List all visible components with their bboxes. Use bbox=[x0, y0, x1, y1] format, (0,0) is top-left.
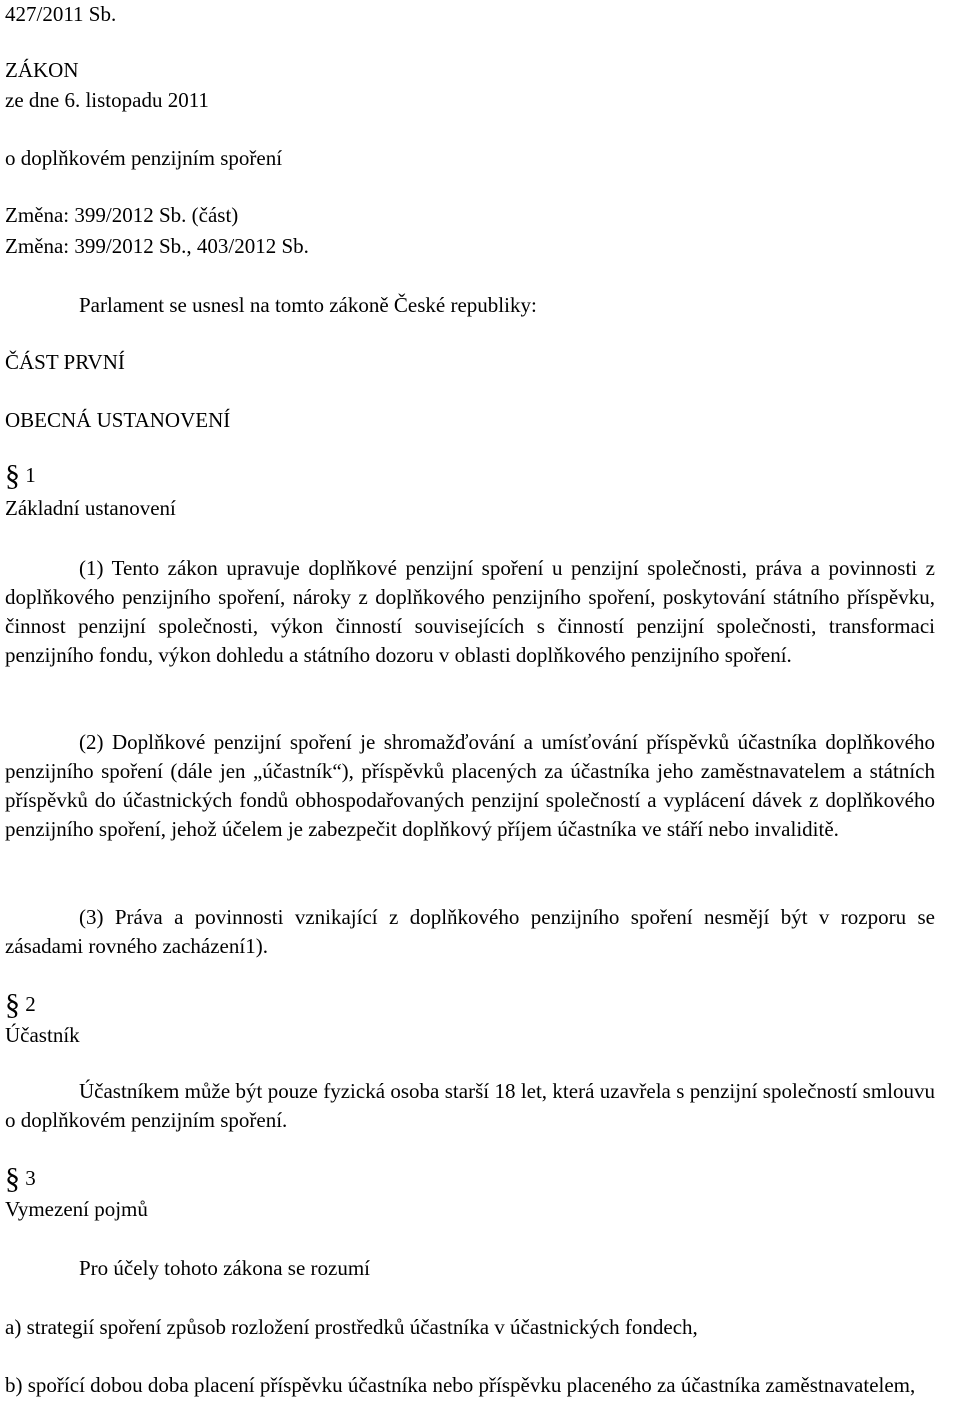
law-date: ze dne 6. listopadu 2011 bbox=[5, 88, 209, 112]
amendment-note-2: Změna: 399/2012 Sb., 403/2012 Sb. bbox=[5, 234, 309, 258]
section-1-heading: Základní ustanovení bbox=[5, 496, 176, 520]
section-number: 3 bbox=[25, 1166, 36, 1190]
section-3-heading: Vymezení pojmů bbox=[5, 1197, 148, 1221]
section-2-paragraph: Účastníkem může být pouze fyzická osoba starší 18 let, která uzavřela s penzijní společností smlouvu o doplňkovém penzijním spoření. bbox=[5, 1079, 935, 1132]
section-1-paragraph-3: (3) Práva a povinnosti vznikající z doplňkového penzijního spoření nesmějí být v rozporu se zásadami rovného zacházení1). bbox=[5, 905, 935, 958]
section-number: 2 bbox=[25, 992, 36, 1016]
preamble: Parlament se usnesl na tomto zákoně České republiky: bbox=[79, 293, 537, 317]
law-citation: 427/2011 Sb. bbox=[5, 2, 117, 26]
part-title: OBECNÁ USTANOVENÍ bbox=[5, 408, 231, 432]
section-3-number bbox=[5, 1162, 36, 1195]
section-sign-icon: § bbox=[5, 988, 20, 1021]
definition-item-b: b) spořící dobou doba placení příspěvku účastníka nebo příspěvku placeného za účastníka zaměstnavatelem, bbox=[5, 1373, 916, 1397]
amendment-note-1: Změna: 399/2012 Sb. (část) bbox=[5, 203, 239, 227]
section-2-heading: Účastník bbox=[5, 1023, 80, 1047]
section-number: 1 bbox=[25, 463, 36, 487]
section-1-paragraph-2: (2) Doplňkové penzijní spoření je shromažďování a umísťování příspěvků účastníka doplňkového penzijního spoření (dále jen „účastník“), příspěvků placených za účastníka jeho zaměstnavatelem a státních příspěvků do účastnických fondů obhospodařovaných penzijní společností a vyplácení dávek z doplňkového penzijního spoření, jehož účelem je zabezpečit doplňkový příjem účastníka ve stáří nebo invaliditě. bbox=[5, 730, 935, 841]
section-sign-icon: § bbox=[5, 1162, 20, 1195]
section-sign-icon: § bbox=[5, 459, 20, 492]
section-2-number bbox=[5, 988, 36, 1021]
definition-item-a: a) strategií spoření způsob rozložení prostředků účastníka v účastnických fondech, bbox=[5, 1315, 698, 1339]
section-1-paragraph-1: (1) Tento zákon upravuje doplňkové penzijní spoření u penzijní společnosti, práva a povinnosti z doplňkového penzijního spoření, nároky z doplňkového penzijního spoření, poskytování státního příspěvku, činnost penzijní společnosti, výkon činností souvisejících s činností penzijní společnosti, transformaci penzijního fondu, výkon dohledu a státního dozoru v oblasti doplňkového penzijního spoření. bbox=[5, 556, 935, 667]
part-label: ČÁST PRVNÍ bbox=[5, 350, 125, 374]
section-3-intro: Pro účely tohoto zákona se rozumí bbox=[79, 1256, 371, 1280]
document-type: ZÁKON bbox=[5, 58, 79, 82]
law-title: o doplňkovém penzijním spoření bbox=[5, 146, 283, 170]
section-1-number bbox=[5, 459, 36, 492]
